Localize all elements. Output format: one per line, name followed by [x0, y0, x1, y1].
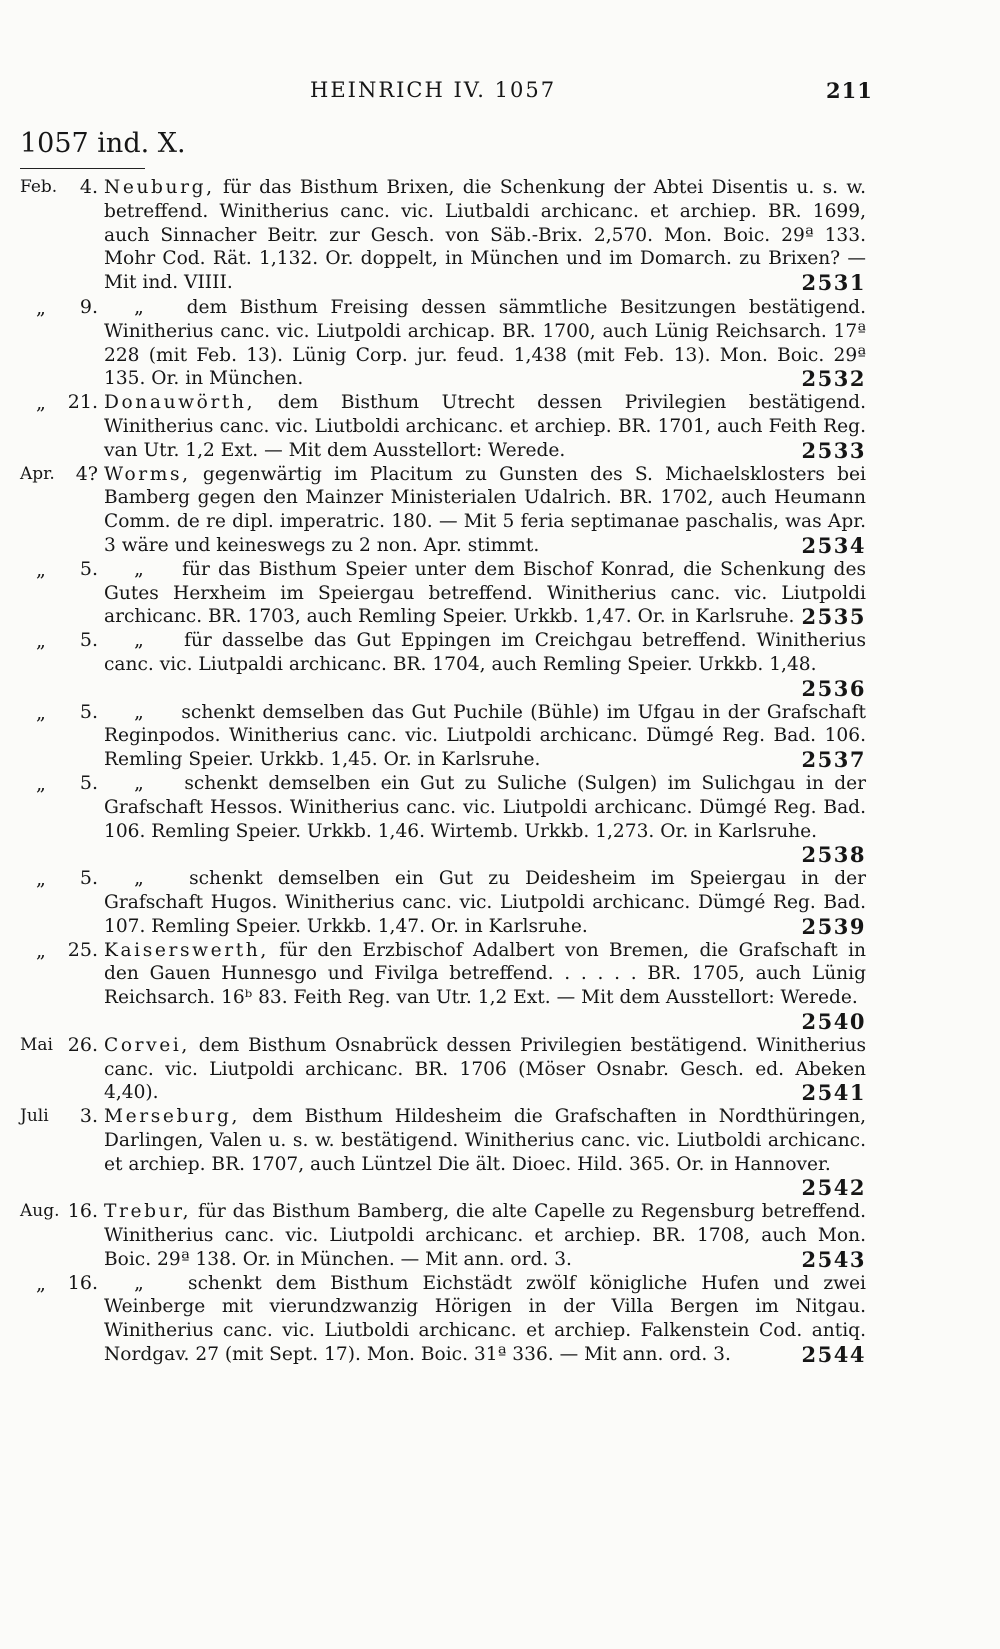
entry-place: Donauwörth, [104, 392, 256, 414]
regesta-entry [0, 296, 1000, 391]
entry-month: Aug. [20, 1201, 60, 1222]
entry-text: für dasselbe das Gut Eppingen im Creichgau betreffend. Winitherius canc. vic. Liutpaldi archicanc. BR. 1704, auch Remling Speier. Urkkb. 1,48. [104, 630, 866, 675]
entry-text: dem Bisthum Freising dessen sämmtliche Besitzungen bestätigend. Winitherius canc. vic. Liutpoldi archicap. BR. 1700, auch Lünig Reichsarch. 17ª 228 (mit Feb. 13). Lünig Corp. jur. feud. 1,438 (mit Feb. 13). Mon. Boic. 29ª 135. Or. in München. [104, 297, 866, 390]
entry-day: 3. [79, 1105, 98, 1128]
entry-number: 2534 [801, 532, 866, 558]
regesta-entry [0, 867, 1000, 938]
entry-place: „ [134, 558, 144, 580]
entry-month: „ [36, 1272, 46, 1295]
entry-month: Juli [20, 1106, 49, 1127]
entry-day: 5. [79, 629, 98, 652]
year-heading: 1057 ind. X. [20, 128, 186, 159]
entry-number: 2537 [801, 747, 866, 773]
entry-month: Mai [20, 1034, 53, 1055]
entry-place: Trebur, [104, 1201, 192, 1223]
entry-place: „ [134, 868, 144, 890]
entry-place: Worms, [104, 463, 191, 485]
running-header [0, 78, 1000, 110]
entry-day: 5. [79, 557, 98, 580]
entry-month: „ [36, 701, 46, 724]
entry-month: „ [36, 297, 46, 319]
regesta-entry [0, 1272, 1000, 1367]
entry-number: 2535 [801, 604, 866, 630]
entry-day: 21. [67, 391, 98, 414]
entry-number: 2531 [801, 270, 866, 296]
entry-text-block [104, 939, 866, 1034]
entry-place: „ [134, 701, 144, 723]
regesta-entry [0, 463, 1000, 558]
entry-text-block [104, 463, 866, 558]
entry-month: „ [36, 772, 46, 795]
entry-place: Corvei, [104, 1034, 190, 1056]
entry-day: 5. [79, 700, 98, 723]
entry-text: gegenwärtig im Placitum zu Gunsten des S. Michaelsklosters bei Bamberg gegen den Mainzer Ministerialen Udalrich. BR. 1702, auch Heumann Comm. de re dipl. imperatric. 180. — Mit 5 feria septimanae paschalis, was Apr. 3 wäre und keineswegs zu 2 non. Apr. stimmt. [104, 463, 866, 556]
entry-day: 4. [79, 176, 98, 198]
entry-number: 2538 [801, 842, 866, 868]
entry-place: Merseburg, [104, 1106, 241, 1128]
entry-day: 4? [75, 462, 98, 485]
entry-text: dem Bisthum Utrecht dessen Privilegien bestätigend. Winitherius canc. vic. Liutboldi archicanc. et archiep. BR. 1701, auch Feith Reg. van Utr. 1,2 Ext. — Mit dem Ausstellort: Werede. [104, 392, 866, 461]
entry-month: Apr. [20, 463, 55, 484]
entry-place: „ [134, 1272, 144, 1294]
entry-text: schenkt demselben ein Gut zu Suliche (Sulgen) im Sulichgau in der Grafschaft Hessos. Winitherius canc. vic. Liutpoldi archicanc. Dümgé Reg. Bad. 106. Remling Speier. Urkkb. 1,46. Wirtemb. Urkkb. 1,273. Or. in Karlsruhe. [104, 772, 866, 842]
entry-day: 25. [67, 938, 98, 961]
entry-text-block [104, 296, 866, 391]
entry-text-block [104, 1272, 866, 1367]
entry-text-block [104, 558, 866, 629]
page-number: 211 [826, 78, 873, 103]
entry-place: Kaiserswerth, [104, 939, 269, 961]
entry-text-block [104, 1200, 866, 1271]
entry-number: 2542 [801, 1175, 866, 1201]
entry-text-block [104, 176, 866, 295]
regesta-entry [0, 1034, 1000, 1105]
entry-number: 2544 [801, 1342, 866, 1368]
entry-day: 16. [67, 1200, 98, 1223]
entry-text: für das Bisthum Bamberg, die alte Capelle zu Regensburg betreffend. Winitherius canc. vic. Liutpoldi archicanc. et archiep. BR. 1708, auch Mon. Boic. 29ª 138. Or. in München. — Mit ann. ord. 3. [104, 1201, 867, 1270]
entry-text: für den Erzbischof Adalbert von Bremen, die Grafschaft in den Gauen Hunnesgo und Fivilga betreffend. . . . . . BR. 1705, auch Lünig Reichsarch. 16ᵇ 83. Feith Reg. van Utr. 1,2 Ext. — Mit dem Ausstellort: Werede. [104, 939, 866, 1009]
entry-text: schenkt dem Bisthum Eichstädt zwölf königliche Hufen und zwei Weinberge mit vierundzwanzig Hörigen in der Villa Bergen im Nitgau. Winitherius canc. vic. Liutboldi archicanc. et archiep. Falkenstein Cod. antiq. Nordgav. 27 (mit Sept. 17). Mon. Boic. 31ª 336. — Mit ann. ord. 3. [104, 1272, 866, 1366]
entry-month: „ [36, 392, 46, 415]
entry-place: „ [134, 297, 144, 318]
regesta-entry [0, 558, 1000, 629]
entry-text-block [104, 867, 866, 938]
entry-text-block [104, 629, 866, 700]
entry-text: für das Bisthum Speier unter dem Bischof Konrad, die Schenkung des Gutes Herxheim im Speiergau betreffend. Winitherius canc. vic. Liutpoldi archicanc. BR. 1703, auch Remling Speier. Urkkb. 1,47. Or. in Karlsruhe. [104, 558, 866, 628]
entry-place: „ [134, 772, 144, 794]
entry-text-block [104, 1105, 866, 1200]
entry-month: „ [36, 939, 46, 962]
entry-number: 2536 [801, 675, 866, 701]
entry-text-block [104, 391, 866, 462]
regesta-list [0, 176, 1000, 1367]
header-title: HEINRICH IV. 1057 [310, 78, 557, 102]
regesta-entry [0, 391, 1000, 462]
regesta-entry [0, 772, 1000, 867]
entry-number: 2539 [801, 913, 866, 939]
entry-number: 2540 [801, 1008, 866, 1034]
entry-number: 2541 [801, 1080, 866, 1106]
entry-day: 26. [67, 1033, 98, 1056]
entry-day: 16. [67, 1271, 98, 1294]
entry-text-block [104, 772, 866, 867]
regesta-entry [0, 1105, 1000, 1200]
entry-month: „ [36, 630, 46, 653]
entry-place: Neuburg, [104, 177, 215, 198]
entry-place: „ [134, 630, 144, 652]
entry-text: schenkt demselben ein Gut zu Deidesheim im Speiergau in der Grafschaft Hugos. Winitherius canc. vic. Liutpoldi archicanc. Dümgé Reg. Bad. 107. Remling Speier. Urkkb. 1,47. Or. in Karlsruhe. [104, 868, 866, 937]
entry-day: 9. [79, 296, 98, 318]
entry-text: schenkt demselben das Gut Puchile (Bühle) im Ufgau in der Grafschaft Reginpodos. Winitherius canc. vic. Liutpoldi archicanc. Dümgé Reg. Bad. 106. Remling Speier. Urkkb. 1,45. Or. in Karlsruhe. [104, 701, 866, 771]
entry-text: für das Bisthum Brixen, die Schenkung der Abtei Disentis u. s. w. betreffend. Winitherius canc. vic. Liutbaldi archicanc. et archiep. BR. 1699, auch Sinnacher Beitr. zur Gesch. von Säb.-Brix. 2,570. Mon. Boic. 29ª 133. Mohr Cod. Rät. 1,132. Or. doppelt, in München und im Domarch. zu Brixen? — Mit ind. VIIII. [104, 177, 866, 294]
entry-number: 2532 [801, 366, 866, 392]
entry-number: 2533 [801, 437, 866, 463]
regesta-entry [0, 176, 1000, 296]
regesta-entry [0, 1200, 1000, 1271]
entry-text-block [104, 1034, 866, 1105]
entry-text-block [104, 701, 866, 772]
entry-month: „ [36, 868, 46, 891]
entry-month: „ [36, 558, 46, 581]
entry-text: dem Bisthum Hildesheim die Grafschaften in Nordthüringen, Darlingen, Valen u. s. w. bestätigend. Winitherius canc. vic. Liutboldi archicanc. et archiep. BR. 1707, auch Lüntzel Die ält. Dioec. Hild. 365. Or. in Hannover. [104, 1106, 866, 1175]
regesta-entry [0, 629, 1000, 700]
entry-day: 5. [79, 867, 98, 890]
regesta-entry [0, 701, 1000, 772]
heading-rule [20, 168, 145, 169]
entry-day: 5. [79, 771, 98, 794]
entry-month: Feb. [20, 177, 58, 197]
entry-text: dem Bisthum Osnabrück dessen Privilegien bestätigend. Winitherius canc. vic. Liutpoldi archicanc. BR. 1706 (Möser Osnabr. Gesch. ed. Abeken 4,40). [104, 1034, 866, 1104]
regesta-entry [0, 939, 1000, 1034]
entry-number: 2543 [801, 1246, 866, 1272]
